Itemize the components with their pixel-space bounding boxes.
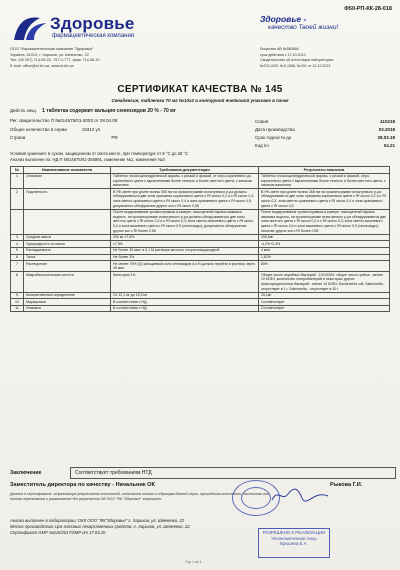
active-substance-label: Действ. вещ.: [10, 108, 38, 113]
footer-line: Сертификат GMP №015/2017/SMP от 17.03.20: [10, 530, 106, 535]
cell-indicator: Распадаемость: [24, 247, 111, 254]
cell-number: 1: [11, 173, 24, 189]
company-line: E-mail: office@zt.kh.ua, www.zt.kh.ua: [10, 63, 74, 68]
cell-number: 3: [11, 234, 24, 241]
cell-requirement: ±7,5%: [111, 241, 259, 248]
product-name: Сенаденсин, таблетки 70 мг №10х2 в контурной ячейковой упаковке в пачке: [111, 98, 289, 103]
cell-number: 6: [11, 254, 24, 261]
signer-name: Рыкова Г.И.: [330, 482, 363, 488]
cell-number: 9: [11, 292, 24, 299]
table-row: [11, 189, 390, 209]
table-row: [11, 209, 390, 234]
footer-line: Анализ выполнен в лаборатории: ОКК ООО "ФК"Здоровье" г. Харьков, ул. Шевченко, 22: [10, 518, 185, 523]
conclusion-value: Соответствует требованиям НТД: [70, 467, 396, 479]
col-header-indicator: Наименование показателя: [24, 167, 111, 174]
stamp-line: Уполномоченное лицо: [271, 535, 317, 541]
meta-row: Код по 04.21: [255, 143, 395, 148]
cell-requirement: 200 мг ±7,5%: [111, 234, 259, 241]
cell-result: 4 мин: [259, 247, 390, 254]
cell-result: Соответствует: [259, 299, 390, 306]
slogan-line-2: качество Твоей жизни!: [268, 24, 339, 31]
cell-requirement: Не более 3%: [111, 254, 259, 261]
col-header-number: №: [11, 167, 24, 174]
active-substance-value: 1 таблетка содержит кальция сеннозидов 20 % - 70 мг: [42, 108, 176, 114]
meta-row: Общее количество в серии 19312 уп: [10, 127, 101, 132]
table-row: [11, 173, 390, 189]
deputy-title: Заместитель директора по качеству - Начальник ОК: [10, 482, 155, 488]
cell-requirement: Не более 30 мин, в 0,1 М растворе кислоты хлористоводородной: [111, 247, 259, 254]
analysis-basis: Анализ выполнен по: НД П N014675/01-356991, изменение №1, изменение №3: [10, 156, 165, 162]
cell-result: 1,82%: [259, 254, 390, 261]
cell-number: 4: [11, 241, 24, 248]
cell-requirement: В УФ-свете при длине волны 365 нм на хроматограмме испытуемого р-ра должны обнаруживаться две зоны оранжево-коричневого цвета с Rf около 0,2 и с Rf около 0,3, зона светло-оранжевого цвета с Rf около 0,4 и зона оранжевого цвета с Rf около 0,5; допускается обнаружение других зон с Rf около 0,55: [111, 189, 259, 209]
license-line: №ПЛ-1025, №0-1086, №201 от 21.12.2013: [260, 63, 331, 68]
company-line: ООО "Фармацевтическая компания "Здоровье": [10, 47, 94, 51]
brand-block: [50, 14, 135, 39]
cell-result: Таблетки плоскоцилиндрической формы, с риской и фаской, серо-коричневого цвета с вкраплениями более темного и более светлого цвета, с запахом ванилина: [259, 173, 390, 189]
table-header-row: [11, 167, 390, 174]
cell-requirement: После выдерживания хроматограммы в камере, насыщенной парами аммиака водного, на хроматограмме испытуемого р-ра должны обнаруживаться две зоны желтого цвета с Rf около 0,2 и с Rf около 0,3; зона светло-вишневого цвета с Rf около 0,4 и зона вишневого цвета с Rf около 0,5 (сеннозиды); допускается обнаружение других зон с Rf более 0,55: [111, 209, 259, 234]
cell-result: 205,5мг: [259, 234, 390, 241]
table-row: [11, 254, 390, 261]
cell-result: Соответствует: [259, 305, 390, 312]
slogan-line-1: Здоровье -: [260, 14, 307, 24]
table-row: [11, 261, 390, 272]
license-line: Лицензия АВ №580866: [260, 47, 299, 51]
table-row: [11, 241, 390, 248]
license-line: Свидетельство об аттестации лаборатории:: [260, 58, 334, 63]
company-logo-icon: [10, 14, 50, 44]
cell-number: 8: [11, 272, 24, 292]
cell-indicator: Микробиологическая чистота: [24, 272, 111, 292]
cell-requirement: В соответствии с НД: [111, 299, 259, 306]
registration: Рег. свидетельство П №014675/01-2003 от 28.04.08: [10, 118, 118, 123]
cell-result: 85%: [259, 261, 390, 272]
cell-requirement: От 12,1 мг до 15,9 мг: [111, 292, 259, 299]
footer-info: [10, 518, 300, 536]
cell-indicator: [24, 209, 111, 234]
company-line: Тел. (05 057) 714-09-22, 757-0-777, факс 714-06-10: [10, 58, 100, 63]
brand-subtitle: фармацевтическая компания: [52, 33, 135, 39]
cell-indicator: Подлинность: [24, 189, 111, 209]
document-code: Ф50-РП-КК-28-018: [344, 6, 392, 12]
table-row: [11, 305, 390, 312]
storage-conditions: Условия хранения: в сухом, защищенном от света месте, при температуре от 8 °С до 25 °С: [10, 151, 189, 156]
company-info: [10, 47, 100, 69]
license-info: [260, 47, 395, 69]
cell-result: После выдерживания хроматограммы в камере, насыщенной парами аммиака водного, на хроматограмме испытуемого р-ра обнаруживаются две зоны желтого цвета с Rf около 0,2 и с Rf около 0,3; зона светло-вишневого цвета с Rf около 0,4 и зона вишневого цвета с Rf около 0,5 (сеннозиды); наличие других зон с Rf более 0,55: [259, 209, 390, 234]
cell-number: 2: [11, 189, 24, 209]
meta-row: Страна РФ: [10, 135, 118, 140]
results-table: [10, 166, 390, 312]
batch-info-right: [255, 118, 395, 150]
conclusion-label: Заключение: [10, 470, 42, 476]
cell-indicator: Средняя масса: [24, 234, 111, 241]
stamp-line: РАЗРЕШЕНО К РЕАЛИЗАЦИИ: [262, 530, 326, 535]
company-line: Украина, 61013, г. Харьков, ул. Шевченко, 22: [10, 52, 89, 57]
conditions: [10, 151, 395, 162]
meta-row: Дата производства 03.2018: [255, 127, 395, 132]
footer-line: Место производства: Цех готовых лекарственных средств; г. Харьков, ул. Шевченко, 22;: [10, 524, 191, 529]
cell-number: 11: [11, 305, 24, 312]
stamp-line: Брюсина Е.А.: [280, 541, 308, 547]
table-row: [11, 299, 390, 306]
slogan: [260, 14, 390, 31]
cell-indicator: Однородность по массе: [24, 241, 111, 248]
cell-number: 7: [11, 261, 24, 272]
table-row: [11, 234, 390, 241]
certificate-title: СЕРТИФИКАТ КАЧЕСТВА № 145: [117, 84, 283, 95]
meta-row: Серия 410218: [255, 119, 395, 124]
table-row: [11, 292, 390, 299]
cell-result: -4,2%+2,3%: [259, 241, 390, 248]
cell-indicator: Растворение: [24, 261, 111, 272]
cell-indicator: Маркировка: [24, 299, 111, 306]
cell-result: 15,1мг: [259, 292, 390, 299]
release-stamp: [258, 528, 330, 558]
cell-indicator: Упаковка: [24, 305, 111, 312]
table-row: [11, 272, 390, 292]
table-row: [11, 247, 390, 254]
brand-name: Здоровье: [50, 14, 135, 33]
cell-requirement: Не менее 75% (Q) кальциевой соли сеннозидов А и В должно перейти в раствор через 45 мин.: [111, 261, 259, 272]
cell-indicator: Тальк: [24, 254, 111, 261]
cell-requirement: Категория 3 Б: [111, 272, 259, 292]
cell-number: [11, 209, 24, 234]
col-header-results: Результаты анализов: [259, 167, 390, 174]
cell-number: 10: [11, 299, 24, 306]
meta-row: Срок годности до 28.03.18: [255, 135, 395, 140]
active-substance: [10, 108, 176, 114]
cell-number: 5: [11, 247, 24, 254]
disclaimer: Данные в сертификате, отражающие результаты испытаний, относятся только к образцам данной серии, прошедшим испытания. Частичная или полная перепечатка и размножение без разрешения ОК ООО "ФК "Здоровье" запрещено.: [10, 492, 269, 501]
license-line: срок действия с 17.10.2013: [260, 52, 306, 57]
handwritten-signature-icon: [270, 486, 330, 504]
cell-result: Общее число аэробных бактерий - 100 КОЕ/г, общее число грибов - менее 10 КОЕ/г, количество энтеробактерий и некоторых других грамотрицательных бактерий - менее 10 КОЕ/г, Escherichia coli, Salmonella - отсутствует в 1 г, Salmonella - отсутствует в 10 г: [259, 272, 390, 292]
cell-indicator: Описание: [24, 173, 111, 189]
cell-requirement: В соответствии с НД: [111, 305, 259, 312]
col-header-requirements: Требования документации: [111, 167, 259, 174]
cell-result: В УФ-свете при длине волны 365 нм на хроматограмме испытуемого р-ра обнаруживаются две зоны оранжево-коричневого цвета с Rf около 0,2 и с Rf около 0,3, зона светло-оранжевого цвета с Rf около 0,4 и зона оранжевого цвета с Rf около 0,5: [259, 189, 390, 209]
page-number: Стр 1 из 1: [185, 560, 202, 564]
cell-requirement: Таблетки плоскоцилиндрической формы, с риской и фаской, от серо-коричневого до коричневого цвета с вкраплениями более темного и более светлого цвета, с запахом ванилина: [111, 173, 259, 189]
cell-indicator: Количественное определение: [24, 292, 111, 299]
batch-info-left: [10, 126, 118, 142]
